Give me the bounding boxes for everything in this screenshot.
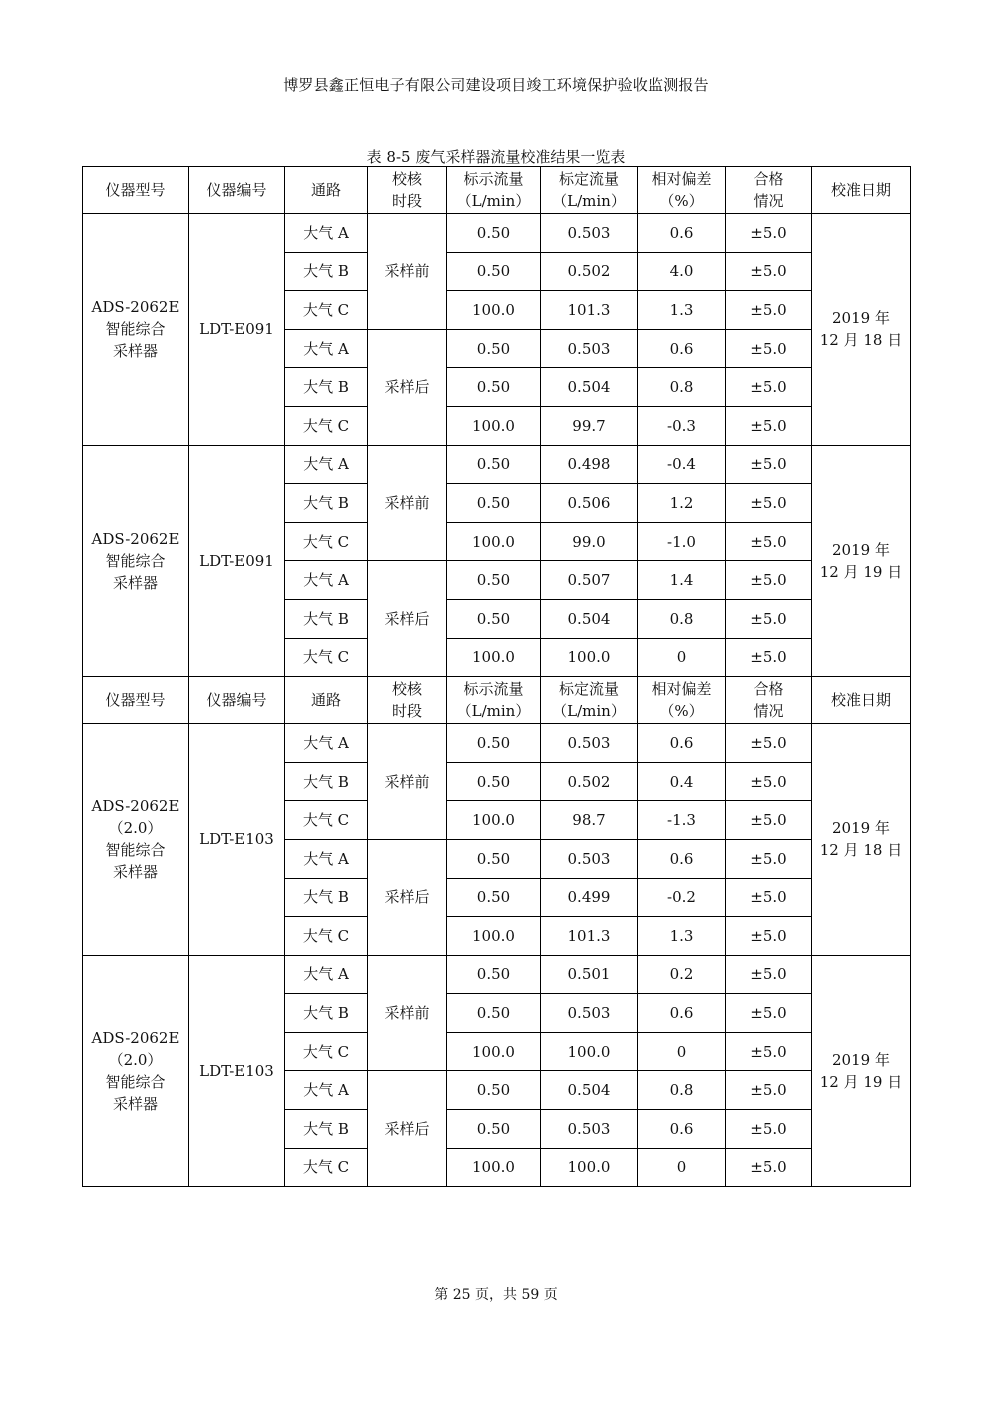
nominal-flow-cell: 100.0 xyxy=(447,638,541,677)
pass-limit-cell: ±5.0 xyxy=(726,406,812,445)
deviation-cell: 0.6 xyxy=(638,724,726,763)
channel-cell: 大气 B xyxy=(285,252,368,291)
period-cell: 采样前 xyxy=(368,445,447,561)
deviation-cell: 0.8 xyxy=(638,1071,726,1110)
pass-limit-cell: ±5.0 xyxy=(726,484,812,523)
calibrated-flow-cell: 0.504 xyxy=(541,1071,638,1110)
col-header-channel: 通路 xyxy=(285,677,368,724)
calibrated-flow-cell: 101.3 xyxy=(541,291,638,330)
period-cell: 采样后 xyxy=(368,561,447,677)
period-cell: 采样前 xyxy=(368,214,447,330)
pass-limit-cell: ±5.0 xyxy=(726,878,812,917)
pass-limit-cell: ±5.0 xyxy=(726,762,812,801)
channel-cell: 大气 A xyxy=(285,955,368,994)
calibrated-flow-cell: 0.499 xyxy=(541,878,638,917)
channel-cell: 大气 B xyxy=(285,994,368,1033)
col-header-deviation: 相对偏差 （%） xyxy=(638,677,726,724)
nominal-flow-cell: 0.50 xyxy=(447,762,541,801)
instrument-model: ADS-2062E （2.0） 智能综合 采样器 xyxy=(83,955,189,1187)
nominal-flow-cell: 0.50 xyxy=(447,599,541,638)
period-cell: 采样前 xyxy=(368,955,447,1071)
nominal-flow-cell: 0.50 xyxy=(447,839,541,878)
pass-limit-cell: ±5.0 xyxy=(726,329,812,368)
col-header-calibrated-flow: 标定流量 （L/min） xyxy=(541,167,638,214)
nominal-flow-cell: 0.50 xyxy=(447,724,541,763)
pass-limit-cell: ±5.0 xyxy=(726,561,812,600)
channel-cell: 大气 A xyxy=(285,724,368,763)
page-footer: 第 25 页，共 59 页 xyxy=(434,1287,558,1303)
deviation-cell: -0.2 xyxy=(638,878,726,917)
col-header-serial: 仪器编号 xyxy=(189,677,285,724)
calibration-date: 2019 年 12 月 18 日 xyxy=(812,214,911,446)
nominal-flow-cell: 100.0 xyxy=(447,801,541,840)
nominal-flow-cell: 0.50 xyxy=(447,1110,541,1149)
channel-cell: 大气 C xyxy=(285,801,368,840)
channel-cell: 大气 C xyxy=(285,522,368,561)
col-header-nominal-flow: 标示流量 （L/min） xyxy=(447,167,541,214)
pass-limit-cell: ±5.0 xyxy=(726,252,812,291)
col-header-date: 校准日期 xyxy=(812,167,911,214)
calibrated-flow-cell: 0.503 xyxy=(541,214,638,253)
nominal-flow-cell: 0.50 xyxy=(447,214,541,253)
period-cell: 采样前 xyxy=(368,724,447,840)
nominal-flow-cell: 0.50 xyxy=(447,1071,541,1110)
deviation-cell: 0 xyxy=(638,638,726,677)
nominal-flow-cell: 100.0 xyxy=(447,1032,541,1071)
pass-limit-cell: ±5.0 xyxy=(726,724,812,763)
deviation-cell: 0.6 xyxy=(638,329,726,368)
deviation-cell: 0 xyxy=(638,1148,726,1187)
deviation-cell: 0.8 xyxy=(638,368,726,407)
calibrated-flow-cell: 100.0 xyxy=(541,1148,638,1187)
channel-cell: 大气 A xyxy=(285,839,368,878)
pass-limit-cell: ±5.0 xyxy=(726,1032,812,1071)
table-row xyxy=(83,214,911,253)
calibrated-flow-cell: 99.0 xyxy=(541,522,638,561)
deviation-cell: 0.6 xyxy=(638,214,726,253)
pass-limit-cell: ±5.0 xyxy=(726,368,812,407)
table-row xyxy=(83,445,911,484)
calibration-table-body xyxy=(83,167,911,1187)
channel-cell: 大气 C xyxy=(285,638,368,677)
col-header-period: 校核 时段 xyxy=(368,167,447,214)
period-cell: 采样后 xyxy=(368,329,447,445)
deviation-cell: 1.2 xyxy=(638,484,726,523)
instrument-model: ADS-2062E 智能综合 采样器 xyxy=(83,214,189,446)
nominal-flow-cell: 100.0 xyxy=(447,406,541,445)
nominal-flow-cell: 100.0 xyxy=(447,917,541,956)
page-header: 博罗县鑫正恒电子有限公司建设项目竣工环境保护验收监测报告 xyxy=(283,76,709,94)
instrument-model: ADS-2062E 智能综合 采样器 xyxy=(83,445,189,677)
channel-cell: 大气 A xyxy=(285,445,368,484)
table-row xyxy=(83,724,911,763)
deviation-cell: 0 xyxy=(638,1032,726,1071)
instrument-model: ADS-2062E （2.0） 智能综合 采样器 xyxy=(83,724,189,956)
table-header-row xyxy=(83,167,911,214)
channel-cell: 大气 A xyxy=(285,214,368,253)
calibrated-flow-cell: 100.0 xyxy=(541,638,638,677)
nominal-flow-cell: 0.50 xyxy=(447,445,541,484)
deviation-cell: 0.6 xyxy=(638,839,726,878)
deviation-cell: 0.8 xyxy=(638,599,726,638)
calibration-date: 2019 年 12 月 18 日 xyxy=(812,724,911,956)
calibrated-flow-cell: 0.507 xyxy=(541,561,638,600)
nominal-flow-cell: 100.0 xyxy=(447,1148,541,1187)
calibrated-flow-cell: 0.504 xyxy=(541,368,638,407)
calibrated-flow-cell: 0.503 xyxy=(541,329,638,368)
channel-cell: 大气 C xyxy=(285,1032,368,1071)
pass-limit-cell: ±5.0 xyxy=(726,445,812,484)
calibrated-flow-cell: 0.503 xyxy=(541,994,638,1033)
nominal-flow-cell: 100.0 xyxy=(447,522,541,561)
calibrated-flow-cell: 0.502 xyxy=(541,762,638,801)
period-cell: 采样后 xyxy=(368,839,447,955)
channel-cell: 大气 C xyxy=(285,291,368,330)
nominal-flow-cell: 0.50 xyxy=(447,252,541,291)
calibration-table xyxy=(82,166,911,1187)
pass-limit-cell: ±5.0 xyxy=(726,1110,812,1149)
instrument-serial: LDT-E103 xyxy=(189,955,285,1187)
nominal-flow-cell: 0.50 xyxy=(447,878,541,917)
channel-cell: 大气 B xyxy=(285,878,368,917)
deviation-cell: 1.3 xyxy=(638,291,726,330)
pass-limit-cell: ±5.0 xyxy=(726,801,812,840)
nominal-flow-cell: 0.50 xyxy=(447,955,541,994)
channel-cell: 大气 C xyxy=(285,1148,368,1187)
pass-limit-cell: ±5.0 xyxy=(726,955,812,994)
calibrated-flow-cell: 0.503 xyxy=(541,1110,638,1149)
col-header-model: 仪器型号 xyxy=(83,167,189,214)
col-header-serial: 仪器编号 xyxy=(189,167,285,214)
calibrated-flow-cell: 0.501 xyxy=(541,955,638,994)
instrument-serial: LDT-E103 xyxy=(189,724,285,956)
col-header-period: 校核 时段 xyxy=(368,677,447,724)
nominal-flow-cell: 0.50 xyxy=(447,484,541,523)
table-row xyxy=(83,955,911,994)
pass-limit-cell: ±5.0 xyxy=(726,599,812,638)
nominal-flow-cell: 0.50 xyxy=(447,561,541,600)
col-header-deviation: 相对偏差 （%） xyxy=(638,167,726,214)
pass-limit-cell: ±5.0 xyxy=(726,291,812,330)
col-header-model: 仪器型号 xyxy=(83,677,189,724)
pass-limit-cell: ±5.0 xyxy=(726,522,812,561)
calibrated-flow-cell: 0.502 xyxy=(541,252,638,291)
calibration-date: 2019 年 12 月 19 日 xyxy=(812,955,911,1187)
calibrated-flow-cell: 100.0 xyxy=(541,1032,638,1071)
pass-limit-cell: ±5.0 xyxy=(726,994,812,1033)
pass-limit-cell: ±5.0 xyxy=(726,917,812,956)
deviation-cell: -0.4 xyxy=(638,445,726,484)
pass-limit-cell: ±5.0 xyxy=(726,1148,812,1187)
instrument-serial: LDT-E091 xyxy=(189,445,285,677)
deviation-cell: 1.4 xyxy=(638,561,726,600)
col-header-pass: 合格 情况 xyxy=(726,677,812,724)
col-header-channel: 通路 xyxy=(285,167,368,214)
calibrated-flow-cell: 99.7 xyxy=(541,406,638,445)
deviation-cell: -1.3 xyxy=(638,801,726,840)
col-header-nominal-flow: 标示流量 （L/min） xyxy=(447,677,541,724)
calibrated-flow-cell: 98.7 xyxy=(541,801,638,840)
channel-cell: 大气 A xyxy=(285,329,368,368)
calibrated-flow-cell: 0.503 xyxy=(541,839,638,878)
table-header-row xyxy=(83,677,911,724)
deviation-cell: 0.4 xyxy=(638,762,726,801)
nominal-flow-cell: 100.0 xyxy=(447,291,541,330)
col-header-calibrated-flow: 标定流量 （L/min） xyxy=(541,677,638,724)
deviation-cell: 1.3 xyxy=(638,917,726,956)
deviation-cell: -1.0 xyxy=(638,522,726,561)
instrument-serial: LDT-E091 xyxy=(189,214,285,446)
channel-cell: 大气 B xyxy=(285,484,368,523)
channel-cell: 大气 A xyxy=(285,1071,368,1110)
pass-limit-cell: ±5.0 xyxy=(726,839,812,878)
channel-cell: 大气 A xyxy=(285,561,368,600)
calibrated-flow-cell: 0.503 xyxy=(541,724,638,763)
table-caption: 表 8-5 废气采样器流量校准结果一览表 xyxy=(366,148,626,166)
deviation-cell: 4.0 xyxy=(638,252,726,291)
deviation-cell: 0.2 xyxy=(638,955,726,994)
pass-limit-cell: ±5.0 xyxy=(726,1071,812,1110)
pass-limit-cell: ±5.0 xyxy=(726,638,812,677)
deviation-cell: -0.3 xyxy=(638,406,726,445)
pass-limit-cell: ±5.0 xyxy=(726,214,812,253)
nominal-flow-cell: 0.50 xyxy=(447,994,541,1033)
col-header-pass: 合格 情况 xyxy=(726,167,812,214)
channel-cell: 大气 C xyxy=(285,917,368,956)
calibrated-flow-cell: 0.506 xyxy=(541,484,638,523)
nominal-flow-cell: 0.50 xyxy=(447,368,541,407)
period-cell: 采样后 xyxy=(368,1071,447,1187)
channel-cell: 大气 C xyxy=(285,406,368,445)
channel-cell: 大气 B xyxy=(285,368,368,407)
calibration-date: 2019 年 12 月 19 日 xyxy=(812,445,911,677)
calibrated-flow-cell: 0.498 xyxy=(541,445,638,484)
channel-cell: 大气 B xyxy=(285,762,368,801)
deviation-cell: 0.6 xyxy=(638,1110,726,1149)
nominal-flow-cell: 0.50 xyxy=(447,329,541,368)
calibrated-flow-cell: 0.504 xyxy=(541,599,638,638)
channel-cell: 大气 B xyxy=(285,599,368,638)
channel-cell: 大气 B xyxy=(285,1110,368,1149)
calibrated-flow-cell: 101.3 xyxy=(541,917,638,956)
deviation-cell: 0.6 xyxy=(638,994,726,1033)
col-header-date: 校准日期 xyxy=(812,677,911,724)
